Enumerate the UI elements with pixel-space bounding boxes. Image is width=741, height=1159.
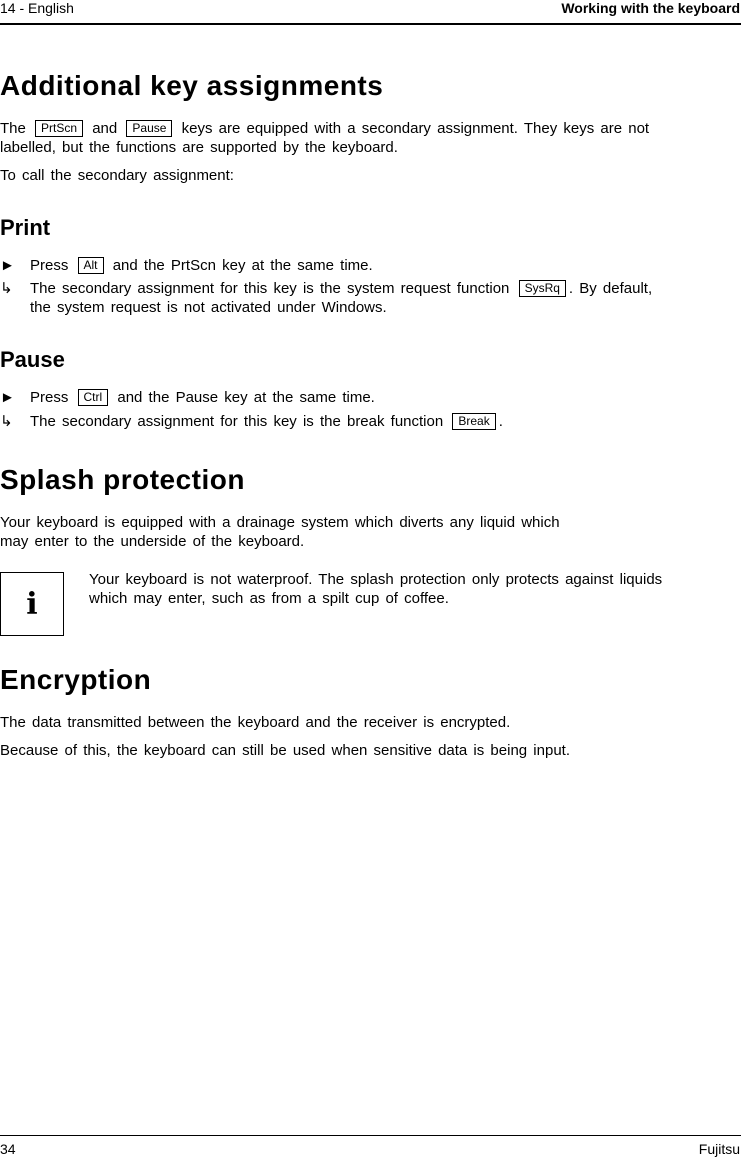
key-break: Break — [452, 413, 495, 430]
pause-step — [0, 388, 670, 407]
step-arrow-icon: ► — [0, 389, 15, 406]
step-arrow-icon: ► — [0, 257, 15, 274]
heading-print: Print — [0, 215, 51, 240]
print-step-text — [30, 256, 670, 275]
text-fragment: The — [0, 120, 26, 137]
heading-encryption: Encryption — [0, 664, 152, 695]
key-ctrl: Ctrl — [78, 389, 109, 406]
splash-paragraph-line-2: may enter to the underside of the keyboard. — [0, 533, 305, 550]
key-pause: Pause — [126, 120, 172, 137]
pause-step-text — [30, 388, 670, 407]
info-note-box — [0, 572, 64, 636]
key-prtscn: PrtScn — [35, 120, 83, 137]
header-chapter-title: Working with the keyboard — [561, 0, 740, 16]
footer-divider — [0, 1135, 741, 1136]
additional-paragraph-2: To call the secondary assignment: — [0, 167, 234, 184]
text-fragment: The secondary assignment for this key is the system request function — [30, 280, 510, 297]
result-arrow-icon: ↳ — [0, 413, 13, 430]
print-result — [0, 279, 670, 319]
text-fragment: . — [498, 413, 503, 430]
heading-pause: Pause — [0, 347, 65, 372]
result-arrow-icon: ↳ — [0, 280, 13, 297]
info-note-text: Your keyboard is not waterproof. The splash protection only protects against liquids which may enter, such as from a spilt cup of coffee. — [89, 571, 663, 607]
heading-additional-key-assignments: Additional key assignments — [0, 70, 384, 101]
encryption-paragraph-1: The data transmitted between the keyboard and the receiver is encrypted. — [0, 714, 511, 731]
header-section-label: 14 - English — [0, 0, 74, 16]
key-alt: Alt — [78, 257, 104, 274]
additional-paragraph-1 — [0, 119, 670, 157]
text-fragment: Press — [30, 257, 69, 274]
text-fragment: Press — [30, 389, 69, 406]
text-fragment: and the PrtScn key at the same time. — [112, 257, 373, 274]
text-fragment: . By default, the system request is not activated under Windows. — [30, 280, 653, 316]
key-sysrq: SysRq — [519, 280, 566, 297]
page-number: 34 — [0, 1141, 16, 1157]
print-step — [0, 256, 670, 275]
header-divider — [0, 23, 741, 25]
encryption-paragraph-2: Because of this, the keyboard can still be used when sensitive data is being input. — [0, 742, 570, 759]
text-fragment: and the Pause key at the same time. — [117, 389, 375, 406]
text-fragment: The secondary assignment for this key is the break function — [30, 413, 444, 430]
heading-splash-protection: Splash protection — [0, 464, 245, 495]
print-result-text — [30, 279, 670, 317]
info-icon: i — [26, 587, 38, 622]
text-fragment: and — [92, 120, 118, 137]
text-fragment: keys are equipped with a secondary assignment. They keys are not labelled, but the functions are supported by the keyboard. — [0, 120, 650, 156]
pause-result-text — [30, 412, 670, 431]
pause-result — [0, 412, 670, 431]
footer-brand: Fujitsu — [698, 1141, 740, 1157]
splash-paragraph-line-1: Your keyboard is equipped with a drainage system which diverts any liquid which — [0, 514, 560, 531]
